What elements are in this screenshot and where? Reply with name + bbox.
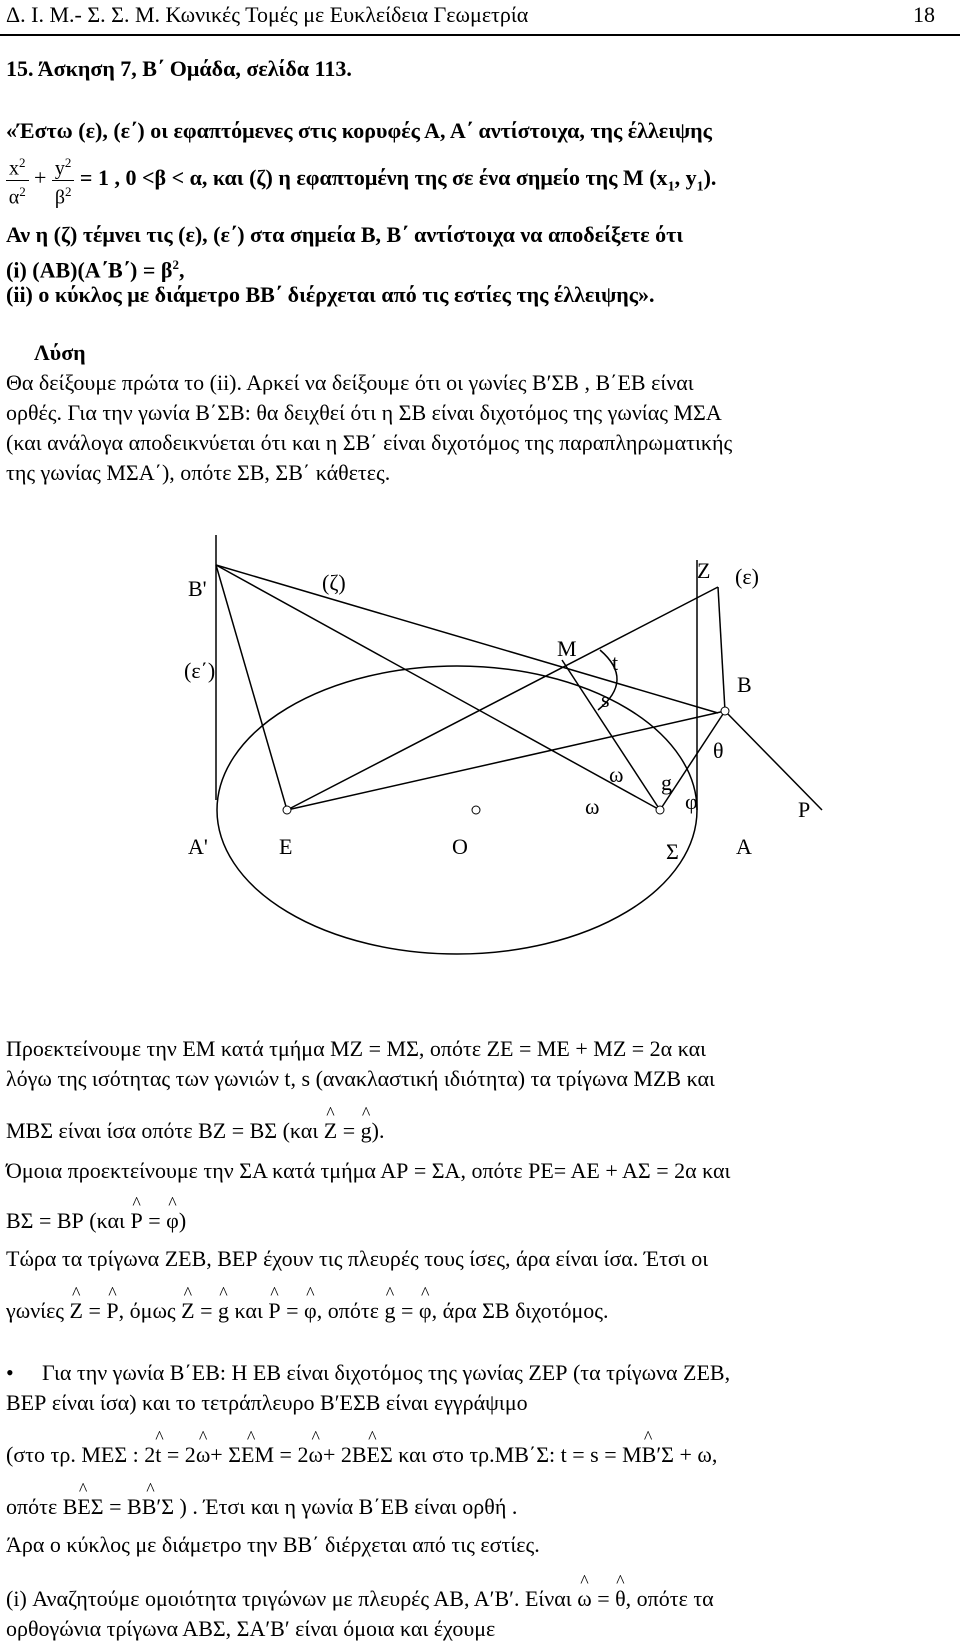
line-b-p bbox=[725, 711, 822, 810]
label-e: E bbox=[279, 834, 293, 859]
exercise-heading: 15. Άσκηση 7, Β΄ Ομάδα, σελίδα 113. bbox=[6, 56, 352, 81]
label-zeta: (ζ) bbox=[322, 570, 346, 595]
label-bprime: B' bbox=[188, 576, 207, 601]
solution-heading: Λύση bbox=[34, 340, 86, 365]
point-sigma bbox=[656, 806, 664, 814]
solution-line-1: Θα δείξουμε πρώτα το (ii). Αρκεί να δείξουμε ότι οι γωνίες Β′ΣΒ , Β΄ΕΒ είναι bbox=[6, 370, 694, 395]
label-z: Z bbox=[697, 558, 711, 583]
label-omega-1: ω bbox=[609, 762, 624, 787]
label-o: O bbox=[452, 834, 468, 859]
header-title: Δ. Ι. Μ.- Σ. Σ. Μ. Κωνικές Τομές με Ευκλείδεια Γεωμετρία bbox=[6, 2, 529, 27]
bullet-line-5: Άρα ο κύκλος με διάμετρο την ΒΒ΄ διέρχεται από τις εστίες. bbox=[6, 1532, 540, 1557]
proof-line-3: ΜΒΣ είναι ίσα οπότε ΒΖ = ΒΣ (και ^ Z = ^ g). bbox=[6, 1118, 384, 1144]
label-epsilon-prime: (ε΄) bbox=[184, 658, 216, 683]
label-phi: φ bbox=[685, 789, 698, 814]
bullet-line-7: ορθογώνια τρίγωνα ΑΒΣ, ΣΑ′Β′ είναι όμοια και έχουμε bbox=[6, 1616, 496, 1641]
label-p: P bbox=[798, 797, 811, 822]
proof-line-6: Τώρα τα τρίγωνα ΖΕΒ, ΒΕΡ έχουν τις πλευρές τους ίσες, άρα είναι ίσα. Έτσι οι bbox=[6, 1246, 709, 1271]
solution-line-2: ορθές. Για την γωνία Β΄ΣΒ: θα δειχθεί ότι η ΣΒ είναι διχοτόμος της γωνίας ΜΣΑ bbox=[6, 400, 722, 425]
line-z-b bbox=[718, 587, 725, 711]
line-bprime-e bbox=[216, 565, 287, 810]
label-s: s bbox=[601, 687, 610, 712]
label-epsilon: (ε) bbox=[735, 564, 759, 589]
tangent-zeta bbox=[216, 565, 718, 713]
fraction-y-beta: $\frac{y^2}{\beta^2}$ bbox=[52, 152, 75, 208]
bullet-line-3: (στο τρ. ΜΕΣ : 2^ t = 2^ ω+ ^ ΣΕΜ = 2^ ω+ 2^ ΒΕΣ και στο τρ.ΜΒ΄Σ: t = s = ^ ΜΒ′Σ + ω, bbox=[6, 1442, 717, 1468]
bullet-line-6: (i) Αναζητούμε ομοιότητα τριγώνων με πλευρές ΑΒ, Α′Β′. Είναι ^ ω = ^ θ, οπότε τα bbox=[6, 1586, 714, 1612]
proof-line-5: ΒΣ = ΒΡ (και ^ P = ^ φ) bbox=[6, 1208, 186, 1234]
exercise-line-4: (i) $(AB)(A΄B΄) = \beta^2$, bbox=[6, 257, 185, 283]
bullet-line-4: οπότε ^ ΒΕΣ = ^ ΒΒ′Σ ) . Έτσι και η γωνία Β΄ΕΒ είναι ορθή . bbox=[6, 1494, 517, 1520]
proof-line-4: Όμοια προεκτείνουμε την ΣΑ κατά τμήμα ΑΡ = ΣΑ, οπότε ΡΕ= ΑΕ + ΑΣ = 2α και bbox=[6, 1158, 731, 1183]
point-o bbox=[472, 806, 480, 814]
proof-line-2: λόγω της ισότητας των γωνιών t, s (ανακλαστική ιδιότητα) τα τρίγωνα ΜΖΒ και bbox=[6, 1066, 715, 1091]
proof-line-1: Προεκτείνουμε την ΕΜ κατά τμήμα ΜΖ = ΜΣ, οπότε ΖΕ = ΜΕ + ΜΖ = 2α και bbox=[6, 1036, 707, 1061]
point-e bbox=[283, 806, 291, 814]
line-e-z bbox=[287, 587, 718, 810]
label-omega-2: ω bbox=[585, 794, 600, 819]
exercise-line-3: Αν η (ζ) τέμνει τις (ε), (ε΄) στα σημεία Β, Β΄ αντίστοιχα να αποδείξετε ότι bbox=[6, 222, 684, 247]
line-bprime-sigma bbox=[216, 565, 660, 810]
label-t: t bbox=[612, 650, 619, 675]
line-m-sigma bbox=[562, 660, 660, 810]
label-b: B bbox=[737, 672, 752, 697]
label-aprime: A' bbox=[188, 834, 208, 859]
solution-line-4: της γωνίας ΜΣΑ΄), οπότε ΣΒ, ΣΒ΄ κάθετες. bbox=[6, 460, 391, 485]
label-theta: θ bbox=[713, 738, 724, 763]
fraction-x-alpha: $\frac{x^2}{\alpha^2}$ bbox=[6, 152, 29, 208]
exercise-line-5: (ii) ο κύκλος με διάμετρο ΒΒ΄ διέρχεται από τις εστίες της έλλειψης». bbox=[6, 282, 655, 307]
label-sigma: Σ bbox=[666, 839, 679, 864]
label-a: A bbox=[736, 834, 752, 859]
point-b bbox=[721, 707, 729, 715]
page-number: 18 bbox=[913, 2, 935, 27]
label-g: g bbox=[661, 770, 672, 795]
bullet-line-2: ΒΕΡ είναι ίσα) και το τετράπλευρο Β′ΕΣΒ είναι εγγράψιμο bbox=[6, 1390, 528, 1415]
bullet-line-1: Για την γωνία Β΄ΕΒ: Η ΕΒ είναι διχοτόμος της γωνίας ΖΕΡ (τα τρίγωνα ΖΕΒ, bbox=[42, 1360, 731, 1385]
label-m: M bbox=[557, 636, 577, 661]
exercise-line-1: «Έστω (ε), (ε΄) οι εφαπτόμενες στις κορυφές Α, Α΄ αντίστοιχα, της έλλειψης bbox=[6, 118, 712, 143]
solution-line-3: (και ανάλογα αποδεικνύεται ότι και η ΣΒ΄ είναι διχοτόμος της παραπληρωματικής bbox=[6, 430, 733, 455]
bullet-icon: • bbox=[6, 1360, 14, 1385]
exercise-line-2: $\frac{x^2}{\alpha^2}$ + $\frac{y^2}{\beta^2}$ = 1 , 0 <β < α, και (ζ) η εφαπτομένη της σε ένα σημείο της Μ ($x_1$, $y_1$). bbox=[6, 152, 716, 208]
proof-line-7: γωνίες ^ Z = ^ P, όμως ^ Z = ^ g και ^ P = ^ φ, οπότε ^ g = ^ φ, άρα ΣΒ διχοτόμος. bbox=[6, 1298, 609, 1324]
